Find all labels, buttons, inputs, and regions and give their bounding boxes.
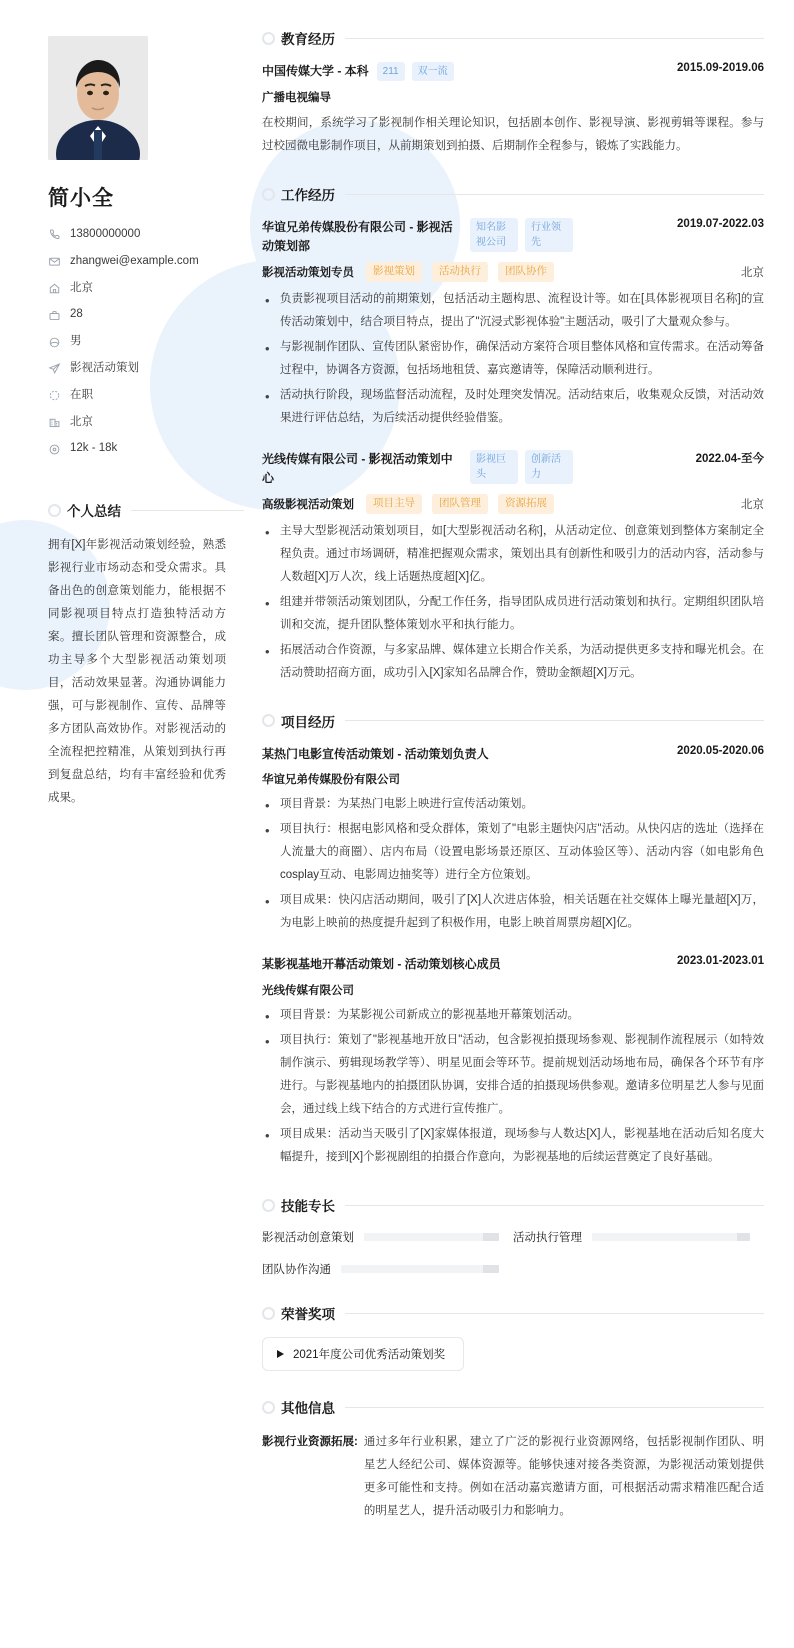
company-tags (470, 218, 573, 252)
project-company: 光线传媒有限公司 (262, 985, 354, 998)
skills-section (262, 1195, 764, 1277)
skill-progress-bar (341, 1265, 499, 1273)
home-icon (48, 282, 61, 295)
sidebar (30, 28, 258, 1549)
work-bullets (262, 288, 764, 430)
divider (345, 720, 764, 721)
honor-label: 2021年度公司优秀活动策划奖 (293, 1349, 446, 1362)
other-info-value: 通过多年行业积累，建立了广泛的影视行业资源网络，包括影视制作团队、明星艺人经纪公司、媒体资源等。能够快速对接各类资源，为影视活动策划提供更多可能性和支持。例如在活动嘉宾邀请方面，可根据活动需求精准匹配合适的明星艺人，提升活动吸引力和影响力。 (363, 1436, 764, 1518)
tag: 项目主导 (366, 494, 422, 514)
major-name: 广播电视编导 (262, 92, 331, 104)
list-item: • 组建并带领活动策划团队，分配工作任务，指导团队成员进行活动策划和执行。定期组织团队培训和交流，提升团队整体策划水平和执行能力。 (262, 591, 764, 637)
tag: 影视巨头 (470, 450, 518, 484)
skills-grid (262, 1229, 764, 1277)
work-section (262, 184, 764, 685)
skills-header (262, 1195, 764, 1215)
divider (345, 1313, 764, 1314)
other-info-title: 其他信息 (281, 1401, 335, 1417)
tag: 团队管理 (432, 494, 488, 514)
project-company: 华谊兄弟传媒股份有限公司 (262, 774, 400, 787)
job-title: 高级影视活动策划 (262, 499, 354, 511)
skill-progress-fill (483, 1233, 499, 1241)
work-date: 2022.04-至今 (695, 452, 764, 465)
other-info-section (262, 1397, 764, 1523)
company-name: 华谊兄弟传媒股份有限公司 - 影视活动策划部 (262, 220, 453, 253)
tag: 创新活力 (525, 450, 573, 484)
gender-icon (48, 336, 61, 349)
send-icon (48, 362, 61, 375)
work-date: 2019.07-2022.03 (677, 218, 764, 230)
work-header (262, 184, 764, 204)
project-entry (262, 955, 764, 1169)
list-item: • 与影视制作团队、宣传团队紧密协作，确保活动方案符合项目整体风格和宣传需求。在活动筹备过程中，协调各方资源，包括场地租赁、嘉宾邀请等，保障活动顺利进行。 (262, 336, 764, 382)
list-item: • 项目成果：活动当天吸引了[X]家媒体报道，现场参与人数达[X]人，影视基地在活动后知名度大幅提升，接到[X]个影视剧组的拍摄合作意向，为影视基地的后续运营奠定了良好基础。 (262, 1123, 764, 1169)
main-content (258, 28, 764, 1549)
skill-label: 团队协作沟通 (262, 1264, 331, 1277)
skill-progress-fill (737, 1233, 750, 1241)
work-entry (262, 218, 764, 430)
education-description: 在校期间，系统学习了影视制作相关理论知识，包括剧本创作、影视导演、影视剪辑等课程。参与过校园微电影制作项目，从前期策划到拍摄、后期制作全程参与，锻炼了实践能力。 (262, 117, 764, 152)
education-date: 2015.09-2019.06 (677, 62, 764, 74)
contact-age (48, 308, 244, 322)
avatar (48, 36, 148, 160)
summary-header (48, 500, 244, 520)
honors-title: 荣誉奖项 (281, 1307, 335, 1323)
contact-value: 北京 (70, 415, 93, 428)
list-item: • 主导大型影视活动策划项目，如[大型影视活动名称]，从活动定位、创意策划到整体方案制定全程负责。通过市场调研，精准把握观众需求，策划出具有创新性和吸引力的活动内容，活动参与人数超[X]万人次，线上话题热度超[X]亿。 (262, 520, 764, 589)
summary-title: 个人总结 (67, 504, 121, 520)
work-location: 北京 (741, 499, 764, 511)
work-location: 北京 (741, 267, 764, 280)
list-item: • 项目背景：为某影视公司新成立的影视基地开幕策划活动。 (262, 1004, 764, 1027)
other-info-row (262, 1431, 764, 1523)
school-name: 中国传媒大学 - 本科 (262, 64, 369, 78)
project-name: 某影视基地开幕活动策划 - 活动策划核心成员 (262, 957, 501, 972)
projects-title: 项目经历 (281, 714, 335, 730)
skill-item (262, 1229, 513, 1245)
contact-value: 12k - 18k (70, 442, 118, 455)
skill-label: 活动执行管理 (513, 1232, 582, 1245)
projects-header (262, 711, 764, 731)
city-icon (48, 416, 61, 429)
work-bullets (262, 520, 764, 685)
list-item: • 拓展活动合作资源，与多家品牌、媒体建立长期合作关系，为活动提供更多支持和曝光机会。在活动赞助招商方面，成功引入[X]家知名品牌合作，赞助金额超[X]万元。 (262, 639, 764, 685)
list-item: • 项目成果：快闪店活动期间，吸引了[X]人次进店体验，相关话题在社交媒体上曝光量超[X]万，为电影上映前的热度提升起到了积极作用，电影上映首周票房超[X]亿。 (262, 889, 764, 935)
list-item: • 项目执行：策划了"影视基地开放日"活动，包含影视拍摄现场参观、影视制作流程展示（如特效制作演示、剪辑现场教学等）、明星见面会等环节。提前规划活动场地布局，确保各个环节有序进行。与影视基地内的拍摄团队协调，安排合适的拍摄现场供参观。邀请多位明星艺人参与见面会，通过线上线下结合的方式进行宣传推广。 (262, 1029, 764, 1121)
education-header (262, 28, 764, 48)
projects-section (262, 711, 764, 1169)
other-info-key: 影视行业资源拓展: (262, 1436, 358, 1449)
honors-header (262, 1303, 764, 1323)
tag: 知名影视公司 (470, 218, 518, 252)
contact-value: 13800000000 (70, 228, 141, 240)
divider (131, 510, 244, 511)
work-title: 工作经历 (281, 188, 335, 203)
contact-value: 北京 (70, 281, 93, 294)
contact-list (48, 228, 244, 456)
contact-position (48, 362, 244, 376)
skill-progress-bar (364, 1233, 499, 1241)
divider (345, 1205, 764, 1206)
list-item: • 项目背景：为某热门电影上映进行宣传活动策划。 (262, 793, 764, 816)
honors-section (262, 1303, 764, 1371)
contact-hometown (48, 282, 244, 296)
contact-value: zhangwei@example.com (70, 254, 199, 267)
education-title: 教育经历 (281, 32, 335, 47)
other-info-header (262, 1397, 764, 1417)
school-tags (377, 62, 454, 81)
list-item: • 活动执行阶段，现场监督活动流程，及时处理突发情况。活动结束后，收集观众反馈，对活动效果进行评估总结，为后续活动提供经验借鉴。 (262, 384, 764, 430)
contact-salary (48, 442, 244, 456)
email-icon (48, 255, 61, 268)
tag: 资源拓展 (498, 494, 554, 514)
list-item: • 负责影视项目活动的前期策划，包括活动主题构思、流程设计等。如在[具体影视项目名称]的宣传活动策划中，结合项目特点，提出了"沉浸式影视体验"主题活动，吸引了大量观众参与。 (262, 288, 764, 334)
salary-icon (48, 443, 61, 456)
tag: 双一流 (412, 62, 454, 81)
job-title: 影视活动策划专员 (262, 267, 354, 280)
status-icon (48, 389, 61, 402)
project-bullets (262, 793, 764, 935)
contact-phone (48, 228, 244, 242)
skill-progress-bar (592, 1233, 750, 1241)
role-tags (366, 262, 554, 282)
role-tags (366, 494, 554, 514)
portrait-photo-icon (48, 36, 148, 160)
company-tags (470, 450, 573, 484)
project-entry (262, 745, 764, 936)
tag: 活动执行 (432, 262, 488, 282)
contact-value: 男 (70, 335, 82, 348)
divider (345, 38, 764, 39)
contact-email (48, 255, 244, 269)
skill-item (262, 1261, 513, 1277)
summary-text: 拥有[X]年影视活动策划经验，熟悉影视行业市场动态和受众需求。具备出色的创意策划能力，能根据不同影视项目特点打造独特活动方案。擅长团队管理和资源整合，成功主导多个大型影视活动策划项目，活动效果显著。沟通协调能力强，可与影视制作、宣传、品牌等多方团队高效协作。对影视活动的全流程把控精准，从策划到执行再到复盘总结，均有丰富经验和优秀成果。 (48, 539, 226, 805)
contact-value: 在职 (70, 388, 93, 401)
project-name: 某热门电影宣传活动策划 - 活动策划负责人 (262, 746, 489, 761)
project-date: 2020.05-2020.06 (677, 744, 764, 757)
tag: 行业领先 (525, 218, 573, 252)
work-entry (262, 450, 764, 685)
divider (345, 1407, 764, 1408)
summary-section (48, 500, 244, 810)
contact-gender (48, 335, 244, 349)
tag: 影视策划 (366, 262, 422, 282)
briefcase-icon (48, 309, 61, 322)
education-entry (262, 62, 764, 158)
honor-item[interactable] (262, 1337, 464, 1371)
contact-value: 影视活动策划 (70, 361, 139, 374)
page-title: 简小全 (48, 187, 114, 210)
tag: 211 (377, 62, 405, 81)
skill-label: 影视活动创意策划 (262, 1232, 354, 1245)
phone-icon (48, 228, 61, 241)
contact-job-status (48, 389, 244, 403)
education-section (262, 28, 764, 158)
company-name: 光线传媒有限公司 - 影视活动策划中心 (262, 451, 453, 485)
contact-work-city (48, 416, 244, 430)
play-triangle-icon (277, 1350, 284, 1358)
tag: 团队协作 (498, 262, 554, 282)
contact-value: 28 (70, 308, 83, 321)
project-bullets (262, 1004, 764, 1169)
skill-progress-fill (483, 1265, 499, 1273)
skill-item (513, 1229, 764, 1245)
list-item: • 项目执行：根据电影风格和受众群体，策划了"电影主题快闪店"活动。从快闪店的选址（选择在人流量大的商圈）、店内布局（设置电影场景还原区、互动体验区等）、活动内容（如电影角色cosplay互动、电影周边抽奖等）进行全方位策划。 (262, 818, 764, 887)
skills-title: 技能专长 (281, 1199, 335, 1215)
project-date: 2023.01-2023.01 (677, 955, 764, 968)
divider (345, 194, 764, 195)
